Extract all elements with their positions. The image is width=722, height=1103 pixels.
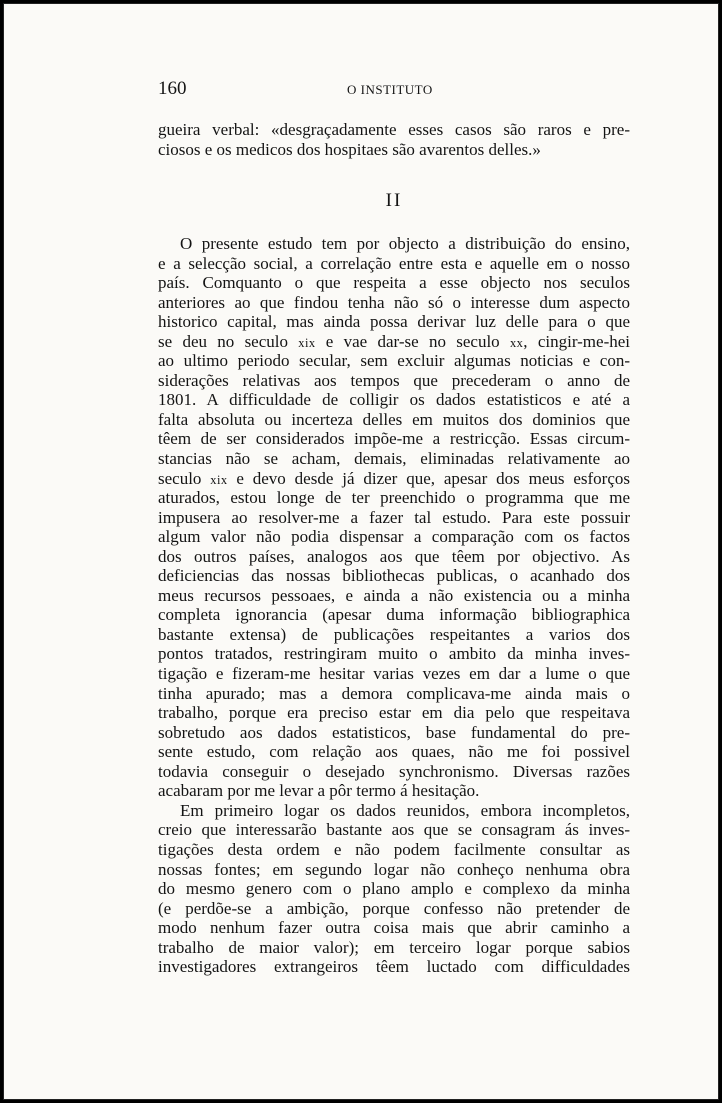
text-line: sente estudo, com relação aos quaes, não me foi possivel	[158, 742, 630, 762]
text-line: trabalho, porque era preciso estar em dia pelo que respeitava	[158, 703, 630, 723]
roman-numeral: xix	[210, 472, 228, 487]
text-line: bastante extensa) de publicações respeitantes a varios dos	[158, 624, 630, 644]
text-line: seculo xix e devo desde já dizer que, apesar dos meus esforços	[158, 468, 630, 488]
text-line: acabaram por me levar a pôr termo á hesitação.	[158, 781, 480, 801]
continued-paragraph	[158, 120, 630, 159]
text-line: impusera ao resolver-me a fazer tal estudo. Para este possuir	[158, 507, 630, 527]
page-number: 160	[158, 78, 187, 99]
text-line: todavia conseguir o desejado synchronismo. Diversas razões	[158, 761, 630, 781]
text-line: O presente estudo tem por objecto a distribuição do ensino,	[180, 234, 630, 253]
text-line: pontos tratados, restringiram muito o ambito da minha inves-	[158, 644, 630, 664]
roman-numeral: xx	[509, 335, 524, 350]
text-line: e a selecção social, a correlação entre esta e aquelle em o nosso	[158, 253, 630, 273]
running-title: O INSTITUTO	[347, 82, 433, 97]
text-line: tigações desta ordem e não podem facilmente consultar as	[158, 839, 630, 859]
text-line: nossas fontes; em segundo logar não conheço nenhuma obra	[158, 859, 630, 879]
text-line: sobretudo aos dados estatisticos, base fundamental do pre-	[158, 722, 630, 742]
text-line: tigação e fizeram-me hesitar varias vezes em dar a lume o que	[158, 664, 630, 684]
text-line: meus recursos pessoaes, e ainda a não existencia ou a minha	[158, 585, 630, 605]
section-heading: II	[385, 190, 403, 211]
text-line: se deu no seculo xix e vae dar-se no seculo xx, cingir-me-hei	[158, 331, 630, 351]
paragraph-1	[158, 234, 630, 801]
text-line: dos outros países, analogos aos que têem por objectivo. As	[158, 546, 630, 566]
roman-numeral: xix	[298, 335, 316, 350]
text-line: anteriores ao que findou tenha não só o interesse dum aspecto	[158, 292, 630, 312]
text-line: trabalho de maior valor); em terceiro logar porque sabios	[158, 937, 630, 957]
text-line: do mesmo genero com o plano amplo e complexo da minha	[158, 879, 630, 899]
text-line: creio que interessarão bastante aos que se consagram ás inves-	[158, 820, 630, 840]
text-line: aturados, estou longe de ter preenchido o programma que me	[158, 488, 630, 508]
section-body	[158, 234, 630, 977]
text-line: algum valor não podia dispensar a comparação com os factos	[158, 527, 630, 547]
text-line: siderações relativas aos tempos que precederam o anno de	[158, 370, 630, 390]
text-line: têem de ser considerados impõe-me a restricção. Essas circum-	[158, 429, 630, 449]
book-page	[3, 3, 719, 1100]
text-line: stancias não se acham, demais, eliminadas relativamente ao	[158, 449, 630, 469]
text-line: ao ultimo periodo secular, sem excluir algumas noticias e con-	[158, 351, 630, 371]
text-line: (e perdõe-se a ambição, porque confesso não pretender de	[158, 898, 630, 918]
text-line: tinha apurado; mas a demora complicava-me ainda mais o	[158, 683, 630, 703]
text-line: modo nenhum fazer outra coisa mais que abrir caminho a	[158, 918, 630, 938]
text-line: completa ignorancia (apesar duma informação bibliographica	[158, 605, 630, 625]
paragraph-2	[158, 801, 630, 977]
text-line: Em primeiro logar os dados reunidos, embora incompletos,	[180, 800, 630, 820]
text-line: 1801. A difficuldade de colligir os dados estatisticos e até a	[158, 390, 630, 410]
text-line: país. Comquanto o que respeita a esse objecto nos seculos	[158, 273, 630, 293]
text-line: historico capital, mas ainda possa derivar luz delle para o que	[158, 312, 630, 332]
text-line: investigadores extrangeiros têem luctado com difficuldades	[158, 957, 630, 977]
text-line: falta absoluta ou incerteza delles em muitos dos dominios que	[158, 409, 630, 429]
page-header	[158, 78, 630, 102]
text-line: deficiencias das nossas bibliothecas publicas, o acanhado dos	[158, 566, 630, 586]
text-line: gueira verbal: «desgraçadamente esses casos são raros e pre-	[158, 120, 630, 139]
text-line: ciosos e os medicos dos hospitaes são avarentos delles.»	[158, 139, 541, 159]
